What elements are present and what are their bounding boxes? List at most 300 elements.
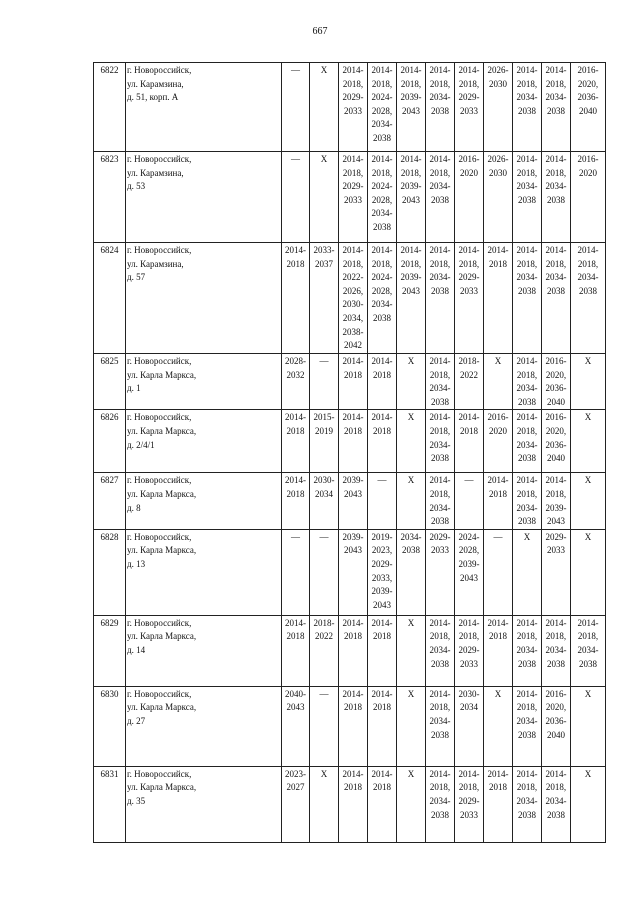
schedule-value: X: [584, 768, 592, 779]
schedule-value: 2018: [344, 369, 362, 380]
schedule-value: 2014-: [371, 245, 393, 255]
schedule-value: X: [407, 768, 415, 779]
schedule-cell: [484, 354, 513, 410]
address-line: ул. Карамзина,: [127, 167, 184, 178]
schedule-cell: [397, 766, 426, 842]
schedule-cell: [368, 354, 397, 410]
schedule-value: 2039-: [400, 181, 422, 192]
schedule-value: 2033,: [371, 572, 393, 583]
schedule-value: 2018,: [545, 258, 567, 269]
address-cell: [126, 686, 282, 766]
schedule-value: 2038: [579, 658, 597, 669]
schedule-value: 2028,: [458, 545, 480, 556]
schedule-cell: [513, 152, 542, 243]
address-line: г. Новороссийск,: [127, 688, 192, 699]
schedule-value: —: [319, 688, 329, 699]
schedule-cell: [542, 63, 571, 152]
schedule-cell: [513, 243, 542, 354]
schedule-value: —: [291, 154, 300, 164]
schedule-value: 2033-: [313, 245, 335, 255]
schedule-cell: [484, 686, 513, 766]
schedule-value: X: [584, 475, 592, 486]
schedule-value: 2036-: [545, 715, 567, 726]
schedule-value: 2024-: [458, 531, 480, 542]
schedule-value: 2034-: [545, 92, 567, 103]
address-line: г. Новороссийск,: [127, 65, 192, 75]
schedule-value: 2018,: [545, 631, 567, 642]
schedule-value: 2034-: [371, 119, 393, 130]
schedule-cell: [426, 686, 455, 766]
schedule-value: 2039-: [342, 531, 364, 542]
schedule-value: 2038: [547, 194, 565, 205]
schedule-value: 2034-: [545, 181, 567, 192]
schedule-value: 2033: [460, 105, 478, 116]
address-line: г. Новороссийск,: [127, 617, 192, 628]
address-line: ул. Карла Маркса,: [127, 545, 197, 556]
schedule-cell: [455, 63, 484, 152]
schedule-value: 2030: [489, 78, 507, 89]
schedule-value: 2033: [344, 194, 362, 205]
schedule-value: 2014-: [487, 768, 509, 779]
schedule-value: 2019-: [371, 531, 393, 542]
schedule-cell: [542, 354, 571, 410]
schedule-cell: [397, 686, 426, 766]
schedule-value: 2039-: [371, 586, 393, 597]
schedule-value: 2038: [518, 516, 536, 527]
schedule-value: 2018: [489, 488, 507, 499]
schedule-cell: [542, 686, 571, 766]
schedule-value: 2034-: [429, 383, 451, 394]
schedule-cell: [513, 354, 542, 410]
schedule-cell: [397, 529, 426, 615]
schedule-value: 2014-: [371, 65, 393, 75]
schedule-value: 2014-: [516, 412, 538, 423]
schedule-value: 2014-: [342, 617, 364, 628]
schedule-value: 2038: [547, 105, 565, 116]
schedule-value: 2029-: [429, 531, 451, 542]
address-line: ул. Карла Маркса,: [127, 425, 197, 436]
schedule-value: 2014-: [429, 768, 451, 779]
record-number: 6824: [94, 243, 126, 354]
schedule-cell: [542, 766, 571, 842]
schedule-value: 2034-: [371, 208, 393, 219]
schedule-value: 2020: [460, 167, 478, 178]
schedule-value: X: [584, 356, 592, 366]
schedule-value: 2022: [460, 369, 478, 380]
schedule-value: 2036-: [545, 383, 567, 394]
address-line: д. 8: [127, 502, 141, 513]
schedule-value: 2014-: [429, 245, 451, 255]
schedule-value: 2014-: [371, 688, 393, 699]
schedule-value: 2014-: [371, 768, 393, 779]
schedule-value: 2018: [373, 702, 391, 713]
schedule-cell: [426, 243, 455, 354]
schedule-value: 2033: [460, 285, 478, 296]
schedule-value: X: [320, 65, 328, 75]
schedule-cell: [397, 410, 426, 473]
schedule-value: 2014-: [516, 688, 538, 699]
schedule-value: 2030: [489, 167, 507, 178]
schedule-value: 2018,: [429, 369, 451, 380]
schedule-value: 2037: [315, 258, 333, 269]
schedule-value: 2018,: [342, 258, 364, 269]
schedule-value: 2018,: [429, 782, 451, 793]
address-line: ул. Карла Маркса,: [127, 702, 197, 713]
schedule-value: 2043: [402, 105, 420, 116]
schedule-value: 2016-: [545, 412, 567, 423]
schedule-value: 2014-: [429, 688, 451, 699]
schedule-value: 2034-: [516, 644, 538, 655]
address-line: ул. Карла Маркса,: [127, 782, 197, 793]
schedule-cell: [484, 529, 513, 615]
schedule-value: 2034-: [545, 272, 567, 283]
schedule-value: —: [377, 475, 387, 486]
schedule-value: 2020,: [545, 702, 567, 713]
schedule-value: 2018,: [516, 425, 538, 436]
schedule-value: 2038: [579, 285, 597, 296]
schedule-value: X: [584, 412, 592, 423]
schedule-value: 2014-: [371, 356, 393, 366]
schedule-value: 2034-: [516, 715, 538, 726]
schedule-value: 2034-: [516, 272, 538, 283]
schedule-value: 2018: [344, 782, 362, 793]
table-row: [94, 410, 606, 473]
schedule-cell: [513, 615, 542, 686]
schedule-cell: [339, 243, 368, 354]
schedule-value: 2014-: [458, 65, 480, 75]
address-line: д. 57: [127, 272, 146, 283]
schedule-cell: [571, 615, 606, 686]
schedule-cell: [426, 615, 455, 686]
schedule-value: 2018,: [545, 488, 567, 499]
address-line: г. Новороссийск,: [127, 154, 192, 164]
schedule-value: 2038: [431, 105, 449, 116]
schedule-value: 2026,: [342, 285, 364, 296]
schedule-value: 2040: [547, 396, 565, 407]
schedule-value: 2015-: [313, 412, 335, 423]
schedule-value: 2018,: [545, 167, 567, 178]
schedule-value: —: [291, 531, 300, 542]
schedule-value: 2014-: [342, 412, 364, 423]
schedule-value: 2027: [286, 782, 305, 793]
schedule-cell: [571, 410, 606, 473]
schedule-value: 2014-: [285, 617, 306, 628]
schedule-value: 2018,: [577, 631, 599, 642]
schedule-value: 2014-: [487, 245, 509, 255]
schedule-cell: [571, 63, 606, 152]
schedule-cell: [368, 63, 397, 152]
schedule-value: 2038: [373, 221, 391, 232]
schedule-cell: [426, 410, 455, 473]
schedule-value: 2023-: [285, 768, 306, 779]
schedule-value: 2034-: [429, 644, 451, 655]
schedule-cell: [542, 243, 571, 354]
schedule-value: 2014-: [545, 768, 567, 779]
schedule-cell: [310, 354, 339, 410]
table-row: [94, 615, 606, 686]
schedule-cell: [426, 529, 455, 615]
schedule-cell: [310, 63, 339, 152]
address-line: г. Новороссийск,: [127, 768, 192, 779]
schedule-value: 2014-: [516, 617, 538, 628]
schedule-cell: [368, 686, 397, 766]
schedule-value: 2034-: [400, 531, 422, 542]
schedule-value: 2039-: [342, 475, 364, 486]
schedule-value: 2018,: [429, 488, 451, 499]
address-cell: [126, 410, 282, 473]
schedule-value: 2014-: [371, 154, 393, 164]
table-row: [94, 686, 606, 766]
schedule-cell: [455, 410, 484, 473]
schedule-cell: [571, 243, 606, 354]
schedule-value: X: [320, 768, 328, 779]
record-number: 6825: [94, 354, 126, 410]
schedule-cell: [542, 410, 571, 473]
schedule-value: 2018,: [371, 167, 393, 178]
schedule-cell: [310, 152, 339, 243]
schedule-value: 2018,: [371, 258, 393, 269]
schedule-value: 2034-: [516, 383, 538, 394]
address-line: д. 1: [127, 383, 141, 394]
address-line: д. 53: [127, 181, 146, 192]
schedule-cell: [310, 766, 339, 842]
schedule-cell: [310, 686, 339, 766]
schedule-value: 2034-: [429, 92, 451, 103]
schedule-value: 2016-: [577, 65, 599, 75]
address-line: г. Новороссийск,: [127, 412, 192, 423]
schedule-value: 2038: [518, 105, 536, 116]
schedule-value: 2026-: [487, 154, 509, 164]
schedule-value: 2018: [489, 782, 507, 793]
schedule-cell: [426, 766, 455, 842]
schedule-value: X: [523, 531, 531, 542]
schedule-value: 2018,: [516, 258, 538, 269]
record-number: 6828: [94, 529, 126, 615]
schedule-cell: [455, 354, 484, 410]
schedule-cell: [282, 243, 310, 354]
schedule-value: X: [407, 412, 415, 423]
schedule-value: X: [407, 475, 415, 486]
schedule-value: 2014-: [545, 154, 567, 164]
schedule-cell: [368, 473, 397, 529]
schedule-value: 2033: [460, 658, 478, 669]
schedule-value: 2043: [547, 516, 565, 527]
schedule-value: 2014-: [458, 768, 480, 779]
schedule-cell: [397, 473, 426, 529]
schedule-value: 2014-: [516, 65, 538, 75]
schedule-cell: [339, 529, 368, 615]
schedule-value: 2038: [373, 312, 391, 323]
record-number: 6830: [94, 686, 126, 766]
schedule-value: 2016-: [458, 154, 480, 164]
schedule-value: 2018,: [429, 425, 451, 436]
address-cell: [126, 615, 282, 686]
address-line: г. Новороссийск,: [127, 531, 192, 542]
address-line: г. Новороссийск,: [127, 245, 192, 255]
schedule-value: 2014-: [516, 245, 538, 255]
schedule-value: 2043: [460, 572, 478, 583]
schedule-value: X: [407, 617, 415, 628]
schedule-value: 2014-: [516, 154, 538, 164]
schedule-value: 2018,: [545, 782, 567, 793]
schedule-value: 2043: [373, 599, 391, 610]
schedule-value: 2028-: [285, 356, 306, 366]
schedule-cell: [339, 152, 368, 243]
schedule-value: 2018-: [313, 617, 335, 628]
schedule-value: 2018,: [342, 78, 364, 89]
schedule-value: 2040: [579, 105, 597, 116]
schedule-value: —: [319, 356, 329, 366]
schedule-value: X: [494, 688, 502, 699]
schedule-value: 2034-: [577, 644, 599, 655]
schedule-value: 2018: [286, 258, 305, 269]
schedule-value: 2034-: [545, 644, 567, 655]
schedule-value: 2018,: [516, 78, 538, 89]
schedule-value: 2038: [373, 132, 391, 143]
schedule-value: 2018,: [342, 167, 364, 178]
schedule-value: 2034-: [516, 92, 538, 103]
schedule-value: 2038: [547, 809, 565, 820]
schedule-value: 2029-: [458, 92, 480, 103]
schedule-value: 2014-: [458, 245, 480, 255]
address-line: ул. Карамзина,: [127, 78, 184, 89]
schedule-value: 2034-: [371, 299, 393, 310]
schedule-value: 2014-: [577, 617, 599, 628]
table-row: [94, 473, 606, 529]
schedule-value: 2014-: [429, 154, 451, 164]
address-line: д. 13: [127, 558, 146, 569]
schedule-value: 2014-: [516, 356, 538, 366]
schedule-value: 2014-: [545, 617, 567, 628]
schedule-value: 2038-: [342, 326, 364, 337]
schedule-cell: [397, 63, 426, 152]
schedule-cell: [339, 686, 368, 766]
schedule-value: 2038: [431, 194, 449, 205]
schedule-value: 2022-: [342, 272, 364, 283]
schedule-value: 2043: [286, 702, 305, 713]
schedule-value: —: [493, 531, 503, 542]
schedule-value: 2014-: [371, 617, 393, 628]
schedule-value: 2034-: [429, 502, 451, 513]
schedule-cell: [542, 529, 571, 615]
schedule-value: 2018,: [545, 78, 567, 89]
schedule-cell: [484, 63, 513, 152]
address-line: д. 2/4/1: [127, 439, 155, 450]
page-number: 667: [312, 26, 328, 37]
schedule-value: 2016-: [545, 688, 567, 699]
schedule-value: 2014-: [545, 475, 567, 486]
schedule-value: 2040: [547, 453, 565, 464]
schedule-value: 2018: [286, 631, 305, 642]
record-number: 6823: [94, 152, 126, 243]
schedule-value: 2018,: [458, 631, 480, 642]
schedule-value: X: [584, 688, 592, 699]
table-row: [94, 63, 606, 152]
schedule-value: 2018: [344, 425, 362, 436]
schedule-value: 2018-: [458, 356, 480, 366]
schedule-value: 2024-: [371, 181, 393, 192]
schedule-cell: [339, 473, 368, 529]
schedule-cell: [484, 473, 513, 529]
schedule-value: X: [320, 154, 328, 164]
address-cell: [126, 766, 282, 842]
schedule-cell: [310, 615, 339, 686]
schedule-cell: [310, 529, 339, 615]
schedule-value: 2014-: [516, 475, 538, 486]
schedule-value: 2039-: [545, 502, 567, 513]
schedule-cell: [282, 615, 310, 686]
schedule-value: 2014-: [429, 412, 451, 423]
schedule-value: 2014-: [400, 154, 422, 164]
schedule-value: —: [291, 65, 300, 75]
schedule-value: 2018: [373, 782, 391, 793]
schedule-cell: [426, 354, 455, 410]
address-line: д. 51, корп. А: [127, 92, 179, 103]
schedule-value: 2014-: [429, 356, 451, 366]
schedule-value: 2038: [518, 809, 536, 820]
schedule-value: 2034: [460, 702, 478, 713]
record-number: 6826: [94, 410, 126, 473]
schedule-cell: [282, 529, 310, 615]
schedule-value: 2014-: [458, 617, 480, 628]
schedule-cell: [339, 354, 368, 410]
schedule-value: 2018,: [429, 78, 451, 89]
schedule-value: 2038: [518, 658, 536, 669]
schedule-value: 2014-: [545, 245, 567, 255]
schedule-value: 2018,: [516, 369, 538, 380]
schedule-value: 2018,: [429, 631, 451, 642]
schedule-value: 2018,: [516, 488, 538, 499]
schedule-value: 2018: [286, 488, 305, 499]
schedule-cell: [339, 410, 368, 473]
schedule-cell: [397, 615, 426, 686]
schedule-value: 2018,: [458, 258, 480, 269]
housing-schedule-table: [93, 62, 606, 843]
schedule-value: 2018,: [371, 78, 393, 89]
schedule-value: 2026-: [487, 65, 509, 75]
schedule-value: 2014-: [429, 65, 451, 75]
schedule-value: 2038: [431, 729, 449, 740]
schedule-cell: [484, 615, 513, 686]
schedule-value: 2018: [286, 425, 305, 436]
schedule-value: 2014-: [342, 768, 364, 779]
schedule-value: 2033: [344, 105, 362, 116]
schedule-value: 2018: [460, 425, 478, 436]
schedule-value: 2020: [489, 425, 507, 436]
schedule-cell: [513, 473, 542, 529]
schedule-value: 2018: [489, 258, 507, 269]
schedule-value: 2034: [315, 488, 333, 499]
schedule-value: 2034-: [516, 439, 538, 450]
schedule-value: 2018: [373, 631, 391, 642]
schedule-value: 2018,: [516, 702, 538, 713]
schedule-value: 2032: [286, 369, 305, 380]
schedule-value: 2038: [431, 658, 449, 669]
schedule-value: 2024-: [371, 92, 393, 103]
schedule-cell: [542, 152, 571, 243]
schedule-cell: [571, 529, 606, 615]
schedule-value: 2034-: [516, 502, 538, 513]
schedule-value: 2038: [518, 194, 536, 205]
schedule-value: 2038: [431, 809, 449, 820]
schedule-value: X: [494, 356, 502, 366]
schedule-value: 2028,: [371, 194, 393, 205]
schedule-value: 2038: [518, 285, 536, 296]
table-row: [94, 529, 606, 615]
schedule-value: 2038: [431, 285, 449, 296]
schedule-value: 2043: [402, 285, 420, 296]
schedule-value: 2029-: [545, 531, 567, 542]
